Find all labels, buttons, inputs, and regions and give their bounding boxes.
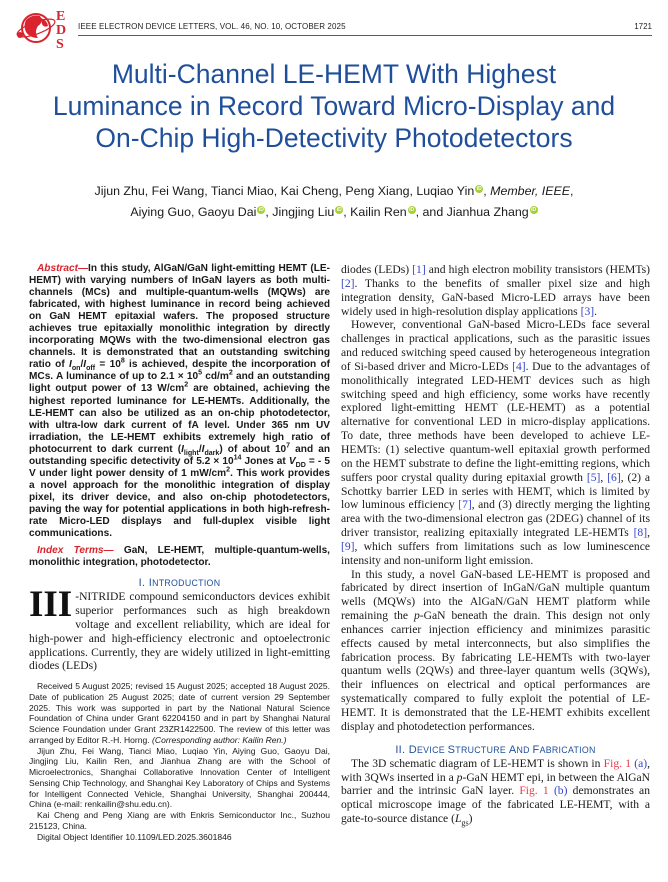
figure-link[interactable]: Fig. 1 bbox=[519, 784, 549, 798]
journal-running-head: IEEE ELECTRON DEVICE LETTERS, VOL. 46, NO. 10, OCTOBER 2025 bbox=[78, 22, 346, 31]
index-terms bbox=[29, 545, 330, 569]
title-line: Luminance in Record Toward Micro-Display and bbox=[52, 91, 616, 121]
separator: , bbox=[265, 205, 273, 219]
orcid-icon[interactable]: iD bbox=[336, 206, 342, 213]
paragraph-text: -GaN beneath the drain. This design not only enhances carrier injection efficiency and minimizes parasitic effects caused by metal interconnects, but also simplifies the fabrication process. By fabricating LE-HEMTs with two-layer quantum wells (2QWs) and three-layer quantum wells (3QWs), their influences on electrical and optical performances are systematically compared to fully exploit the potential of LE-HEMT. It is demonstrated that the LE-HEMT exhibits excellent display and photodetection performances. bbox=[341, 609, 650, 733]
author-line-2 bbox=[20, 202, 648, 223]
paragraph-text: . bbox=[594, 304, 598, 318]
footnote-affiliation-2: Kai Cheng and Peng Xiang are with Enkris Semiconductor Inc., Suzhou 215123, China. bbox=[29, 810, 330, 831]
introduction-text bbox=[29, 584, 330, 673]
page-number: 1721 bbox=[634, 22, 652, 31]
math-sup: 7 bbox=[286, 442, 291, 450]
paragraph bbox=[341, 263, 650, 318]
footnote-received bbox=[29, 681, 330, 746]
membership-label: Member, IEEE bbox=[490, 184, 571, 198]
math-sup: 2 bbox=[228, 370, 233, 378]
orcid-icon[interactable]: iD bbox=[476, 185, 482, 192]
section-title-initial: I bbox=[148, 577, 153, 590]
abstract-label: Abstract— bbox=[37, 263, 89, 274]
author-names: Jijun Zhu, Fei Wang, Tianci Miao, Kai Cheng, Peng Xiang, Luqiao Yin bbox=[94, 184, 475, 198]
author-list bbox=[20, 181, 648, 223]
paragraph-text: diodes (LEDs) bbox=[341, 263, 413, 276]
author-name: Kailin Ren bbox=[350, 205, 407, 219]
citation-link[interactable]: [8] bbox=[633, 526, 648, 540]
author-name: Aiying Guo, Gaoyu Dai bbox=[130, 205, 257, 219]
paragraph-text: -GaN HEMT epi, in between the AlGaN barrier and the intrinsic GaN layer. bbox=[341, 770, 651, 798]
math-var: I bbox=[201, 443, 205, 455]
paragraph-text: However, conventional GaN-based Micro-LEDs face several challenges in practical applications, such as the parasitic issues and reduced switching speed caused by heterogeneous integration of Si-based driver and Micro-LEDs bbox=[341, 318, 650, 373]
logo-letter: S bbox=[56, 37, 64, 52]
paragraph-text: and high electron mobility transistors (HEMTs) bbox=[425, 263, 650, 276]
abstract: Abstract—In this study, AlGaN/GaN light-emitting HEMT (LE-HEMT) with varying numbers of InGaN layers as both multi-channels (MCs) and multiple-quantum-wells (MQWs) are fabricated, with highest luminance in record being achieved on GaN HEMT epitaxial wafers. The proposed structure achieves true epitaxially monolithic integration by directly incorporating MQWs with the two-dimensional electron gas channels. It is demonstrated that an outstanding switching ratio of $I_{on}/I_{off} = 10^8$ is achieved, despite the incorporation of MCs. A luminance of up to $2.1 \times 10^5$ $cd/m^2$ and an outstanding light output power of 13 $W/cm^2$ are obtained, achieving the highest reported luminance for LE-HEMTs. Additionally, the LE-HEMT can also be utilized as an on-chip photodetector, with ultra-low dark current of fA level. Under 365 nm UV irradiation, the LE-HEMT exhibits extremely high ratio of photocurrent to dark current $(I_{light}/I_{dark})$ of about $10^7$ and an outstanding specific detectivity of $5.2 \times 10^{14}$ Jones at $V_{DD}$ = - 5 V under light power density of 1 $mW/cm^2$. This work provides a novel approach for the monolithic integration of display pixel, its driver device, and also on-chip photodetectors, paving the way for potential applications in both high-refresh-rate Micro-LED displays and full-duplex visible light communications. bbox=[29, 263, 331, 540]
abstract-text: ) of about 10 bbox=[219, 443, 287, 455]
section-title-initial: D bbox=[408, 743, 417, 756]
paragraph-text: , and (3) directly merging the lighting area with the two-dimensional electron gas (2DEG) channel of its driver transistor, realizing epitaxially integrated LE-HEMTs bbox=[341, 498, 650, 540]
section-title-rest: ABRICATION bbox=[539, 744, 596, 755]
figure-panel-link[interactable]: (a) bbox=[634, 756, 648, 770]
math-sup: 2 bbox=[184, 382, 189, 390]
math-var: V bbox=[288, 455, 296, 467]
left-column bbox=[29, 263, 330, 842]
footnote-affiliation-1: Jijun Zhu, Fei Wang, Tianci Miao, Luqiao Yin, Aiying Guo, Gaoyu Dai, Jingjing Liu, Kailin Ren, and Jianhua Zhang are with the School of Microelectronics, Shanghai Collaborative Innovation Center of Intelligent Sensing Chip Technology, and Shanghai Key Laboratory of Chips and Systems for Intelligent Connected Vehicle, Shanghai University, Shanghai 200444, China (e-mail: renkailin@shu.edu.cn). bbox=[29, 745, 330, 810]
index-terms-text: GaN, LE-HEMT, multiple-quantum-wells, monolithic integration, photodetector. bbox=[29, 545, 330, 569]
paragraph-text: -NITRIDE compound semiconductors devices exhibit superior performances such as high breakdown voltage and excellent reliability, which are ideal for high-power and high-efficiency electronic and optoelectronic applications. Currently, they are widely utilized in light-emitting diodes (LEDs) bbox=[29, 590, 330, 673]
right-column bbox=[341, 263, 650, 826]
abstract-text: = - 5 V under light power density of 1 mW/cm bbox=[29, 455, 330, 479]
separator: , bbox=[483, 184, 491, 198]
citation-link[interactable]: [2] bbox=[341, 276, 355, 290]
paragraph-text: , which suffers from limitations such as low luminescence intensity and non-uniform light emission. bbox=[341, 539, 650, 567]
math-sub: on bbox=[71, 365, 81, 373]
paragraph-text: . Thanks to the benefits of smaller pixel size and high integration density, GaN-based Micro-LED arrays have been widely used in high-resolution display applications bbox=[341, 276, 650, 318]
citation-link[interactable]: [3] bbox=[580, 304, 595, 318]
section-number: I. bbox=[138, 577, 149, 590]
section-title-rest: ND bbox=[516, 744, 533, 755]
first-page-footnote bbox=[29, 681, 330, 842]
citation-link[interactable]: [4] bbox=[512, 359, 526, 373]
math-var: L bbox=[454, 812, 462, 826]
section-title-initial: S bbox=[447, 743, 456, 756]
device-section-text bbox=[341, 757, 650, 826]
logo-letter: E bbox=[56, 9, 66, 24]
section-title-initial: A bbox=[508, 743, 517, 756]
abstract-text: . This work provides a novel approach for the monolithic integration of display pixel, its driver device, and also on-chip photodetectors, paving the way for potential applications in both high-refresh-rate Micro-LED displays and full-duplex visible light communications. bbox=[29, 467, 330, 540]
footnote-text: Received 5 August 2025; revised 15 August 2025; accepted 18 August 2025. Date of publication 25 August 2025; date of current version 29 September 2025. This work was supported in part by the National Natural Science Foundation of China under Grant 62204150 and in part by Shanghai Natural Science Foundation under Grant 23ZR1422500. The review of this letter was arranged by Editor R.-H. Horng. bbox=[29, 681, 330, 745]
orcid-icon[interactable]: iD bbox=[531, 206, 537, 213]
figure-panel-link[interactable]: (b) bbox=[553, 784, 568, 798]
header-rule bbox=[78, 35, 652, 36]
separator: , bbox=[343, 205, 351, 219]
title-line: Multi-Channel LE-HEMT With Highest bbox=[111, 59, 557, 89]
corresponding-author: (Corresponding author: Kailin Ren.) bbox=[152, 734, 287, 745]
paragraph-text: ) bbox=[468, 812, 473, 826]
citation-link[interactable]: [5] bbox=[586, 470, 601, 484]
paragraph bbox=[29, 584, 330, 673]
math-var: p bbox=[456, 770, 463, 784]
separator: , and bbox=[415, 205, 447, 219]
orcid-icon[interactable]: iD bbox=[409, 206, 415, 213]
abstract-text: is achieved, despite the incorporation of MCs. A luminance of up to 2.1 × 10 bbox=[29, 359, 331, 383]
math-sub: dark bbox=[204, 449, 220, 457]
paragraph: However, conventional GaN-based Micro-LEDs face several challenges in practical applications, such as the parasitic issues and reduced switching speed caused by heterogeneous integration of Si-based driver and Micro-LEDs [4]. Due to the advantages of monolithically integrated LED-HEMT devices such as high switching speed and high efficiency, some works have recently explored light-emitting HEMT (LE-HEMT) as a potential alternative for conventional LED in micro-display applications. To date, three methods have been developed to achieve LE-HEMTs: (1) selective quantum-well epitaxial growth performed on the HEMT substrate to define the light-emitting regions, which suffers poor crystal quality during epitaxial growth [5], [6], (2) a Schottky barrier LED in series with HEMT, which is limited by low luminous efficiency [7], and (3) directly merging the lighting area with the two-dimensional electron gas (2DEG) channel of its driver transistor, realizing epitaxially integrated LE-HEMTs [8], [9], which suffers from limitations such as low luminescence intensity and non-uniform light emission. bbox=[341, 318, 650, 567]
section-heading-introduction bbox=[29, 577, 330, 589]
abstract-text: Jones at bbox=[241, 455, 289, 467]
title-line: On-Chip High-Detectivity Photodetectors bbox=[95, 123, 573, 153]
abstract-text: and an outstanding light output power of 13 W/cm bbox=[29, 371, 330, 395]
abstract-text: In this study, AlGaN/GaN light-emitting HEMT (LE-HEMT) with varying numbers of InGaN layers as both multi-channels (MCs) and multiple-quantum-wells (MQWs) are fabricated, with highest luminance in record being achieved on GaN HEMT epitaxial wafers. The proposed structure achieves true epitaxially monolithic integration by directly incorporating MQWs with the two-dimensional electron gas channels. It is demonstrated that an outstanding switching ratio of bbox=[29, 263, 330, 371]
math-var: I bbox=[181, 443, 184, 455]
math-sub: gs bbox=[461, 818, 469, 828]
paragraph-text: demonstrates an optical microscope image of the fabricated LE-HEMT, with a gate-to-source distance ( bbox=[341, 784, 650, 826]
math-sup: 8 bbox=[120, 358, 125, 366]
dropcap: III bbox=[29, 584, 73, 626]
section-number: II. bbox=[395, 743, 409, 756]
paper-title bbox=[20, 58, 648, 154]
section-title-initial: F bbox=[532, 743, 540, 756]
paragraph bbox=[341, 568, 650, 734]
citation-link[interactable]: [9] bbox=[341, 539, 355, 553]
figure-link[interactable]: Fig. 1 bbox=[603, 756, 632, 770]
author-line-1 bbox=[20, 181, 648, 202]
abstract-text: cd/m bbox=[202, 371, 229, 383]
index-terms-label: Index Terms— bbox=[37, 545, 114, 557]
introduction-text-right bbox=[341, 263, 650, 734]
math-sup: 2 bbox=[226, 466, 231, 474]
paragraph-text: In this study, a novel GaN-based LE-HEMT is proposed and fabricated by direct insertion of InGaN/GaN multiple quantum wells (MQWs) into the AlGaN/GaN HEMT platform while remaining the bbox=[341, 567, 650, 623]
math-sub: DD bbox=[295, 461, 306, 469]
eds-logo-icon bbox=[14, 6, 70, 56]
section-title-rest: NTRODUCTION bbox=[152, 578, 221, 589]
abstract-text: = 10 bbox=[95, 359, 121, 371]
author-name: Jingjing Liu bbox=[272, 205, 335, 219]
page-header bbox=[0, 0, 668, 56]
abstract-text: are obtained, achieving the highest reported luminance for LE-HEMTs. Additionally, the LE-HEMT can also be utilized as an on-chip photodetector, with ultra-low dark current of fA level. Under 365 nm UV irradiation, the LE-HEMT exhibits extremely high ratio of photocurrent to dark current ( bbox=[29, 383, 331, 455]
math-var: I bbox=[83, 359, 87, 371]
paragraph bbox=[341, 757, 650, 826]
section-title-rest: TRUCTURE bbox=[455, 744, 509, 755]
section-title-rest: EVICE bbox=[417, 744, 448, 755]
math-sup: 14 bbox=[233, 454, 242, 462]
citation-link[interactable]: [1] bbox=[412, 263, 426, 276]
citation-link[interactable]: [7] bbox=[458, 498, 472, 512]
paragraph-text: . Due to the advantages of monolithically integrated LED-HEMT devices such as high switching speed and high efficiency, some works have recently explored light-emitting HEMT (LE-HEMT) as a potential alternative for conventional LED in micro-display applications. To date, three methods have been developed to achieve LE-HEMTs: (1) selective quantum-well epitaxial growth performed on the HEMT substrate to define the light-emitting regions, which suffers poor crystal quality during epitaxial growth bbox=[341, 359, 650, 484]
math-var: I bbox=[69, 359, 72, 371]
author-name: Jianhua Zhang bbox=[446, 205, 529, 219]
paragraph-text: The 3D schematic diagram of LE-HEMT is shown in bbox=[351, 756, 604, 770]
logo-letter: D bbox=[56, 23, 67, 38]
doi[interactable]: Digital Object Identifier 10.1109/LED.2025.3601846 bbox=[37, 831, 232, 842]
citation-link[interactable]: [6] bbox=[607, 470, 621, 484]
paragraph-text: , (2) a Schottky barrier LED in series with HEMT, which is limited by low luminous efficiency bbox=[341, 470, 650, 512]
orcid-icon[interactable]: iD bbox=[258, 206, 264, 213]
math-sub: light bbox=[183, 449, 199, 457]
abstract-text: and an outstanding specific detectivity of 5.2 × 10 bbox=[29, 443, 330, 467]
math-var: p bbox=[414, 609, 420, 623]
separator: , bbox=[570, 184, 574, 198]
paragraph-text: , with 3QWs inserted in a bbox=[341, 756, 650, 784]
math-sub: off bbox=[86, 365, 96, 373]
section-heading-device-structure bbox=[341, 744, 650, 756]
math-sup: 5 bbox=[198, 370, 203, 378]
